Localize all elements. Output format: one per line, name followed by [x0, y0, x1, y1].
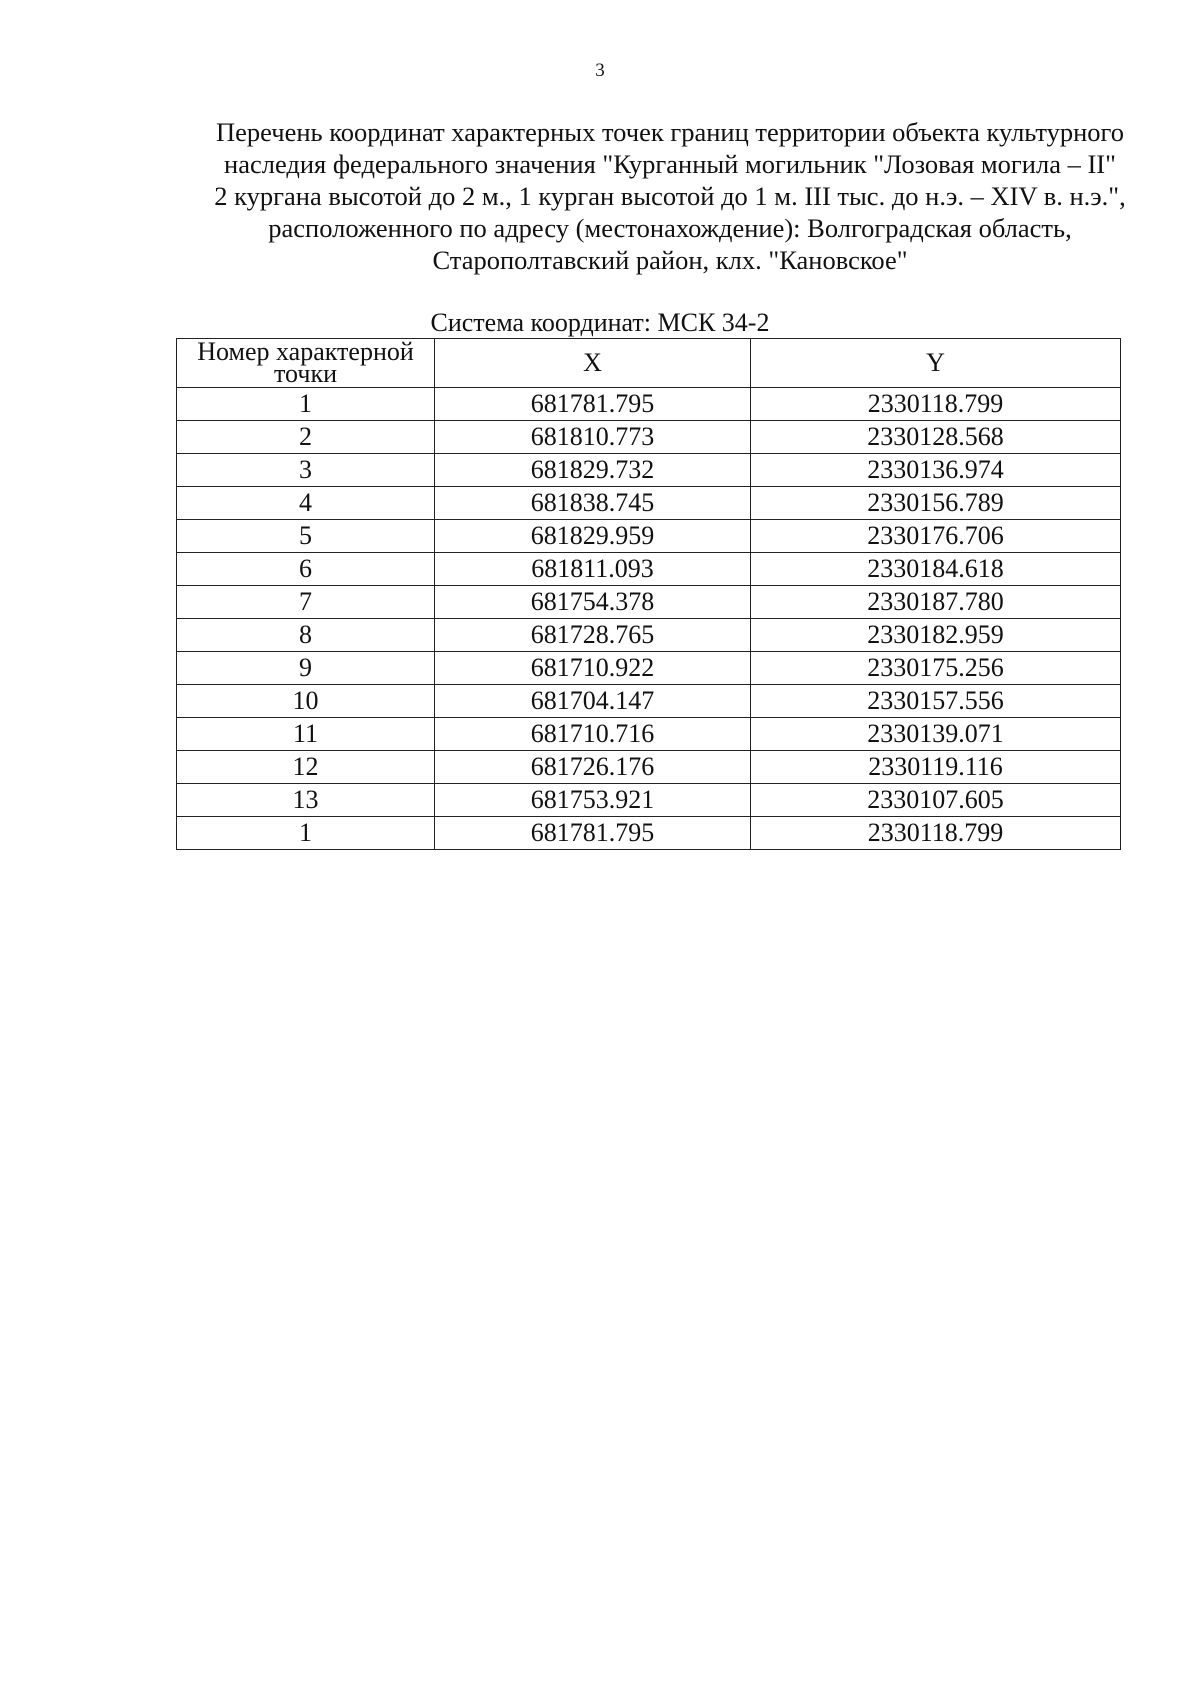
- cell-y: 2330136.974: [751, 454, 1121, 487]
- table-body: [177, 388, 1121, 850]
- cell-point-number: 11: [177, 718, 435, 751]
- header-point-number: Номер характерной точки: [177, 339, 435, 388]
- cell-point-number: 13: [177, 784, 435, 817]
- cell-y: 2330118.799: [751, 388, 1121, 421]
- cell-x: 681710.922: [435, 652, 751, 685]
- cell-x: 681781.795: [435, 817, 751, 850]
- table-row: [177, 685, 1121, 718]
- cell-point-number: 6: [177, 553, 435, 586]
- cell-x: 681829.732: [435, 454, 751, 487]
- table-row: [177, 454, 1121, 487]
- document-heading: [140, 116, 1200, 276]
- cell-x: 681838.745: [435, 487, 751, 520]
- heading-line: наследия федерального значения "Курганный могильник "Лозовая могила – II": [224, 149, 1116, 179]
- cell-x: 681754.378: [435, 586, 751, 619]
- cell-point-number: 10: [177, 685, 435, 718]
- coordinates-table: [176, 338, 1121, 850]
- table-row: [177, 553, 1121, 586]
- table-row: [177, 487, 1121, 520]
- heading-line: расположенного по адресу (местонахождение): Волгоградская область,: [268, 213, 1072, 243]
- table-row: [177, 784, 1121, 817]
- cell-y: 2330156.789: [751, 487, 1121, 520]
- cell-y: 2330175.256: [751, 652, 1121, 685]
- cell-y: 2330139.071: [751, 718, 1121, 751]
- cell-x: 681704.147: [435, 685, 751, 718]
- cell-point-number: 2: [177, 421, 435, 454]
- heading-line: Перечень координат характерных точек границ территории объекта культурного: [216, 117, 1124, 147]
- cell-y: 2330187.780: [751, 586, 1121, 619]
- cell-y: 2330107.605: [751, 784, 1121, 817]
- cell-y: 2330128.568: [751, 421, 1121, 454]
- cell-x: 681810.773: [435, 421, 751, 454]
- page-number: 3: [595, 60, 605, 81]
- cell-y: 2330157.556: [751, 685, 1121, 718]
- table-row: [177, 520, 1121, 553]
- cell-x: 681781.795: [435, 388, 751, 421]
- cell-x: 681811.093: [435, 553, 751, 586]
- coordinate-system-label: Система координат: МСК 34-2: [430, 308, 770, 337]
- cell-point-number: 1: [177, 817, 435, 850]
- header-x: X: [435, 339, 751, 388]
- heading-line: 2 кургана высотой до 2 м., 1 курган высотой до 1 м. III тыс. до н.э. – XIV в. н.э.",: [214, 181, 1126, 211]
- cell-point-number: 4: [177, 487, 435, 520]
- cell-point-number: 1: [177, 388, 435, 421]
- cell-point-number: 8: [177, 619, 435, 652]
- table-row: [177, 652, 1121, 685]
- table-row: [177, 421, 1121, 454]
- cell-x: 681829.959: [435, 520, 751, 553]
- cell-x: 681753.921: [435, 784, 751, 817]
- table-row: [177, 619, 1121, 652]
- cell-y: 2330182.959: [751, 619, 1121, 652]
- cell-x: 681710.716: [435, 718, 751, 751]
- cell-x: 681726.176: [435, 751, 751, 784]
- cell-y: 2330118.799: [751, 817, 1121, 850]
- table-row: [177, 718, 1121, 751]
- cell-y: 2330119.116: [751, 751, 1121, 784]
- cell-point-number: 5: [177, 520, 435, 553]
- cell-y: 2330176.706: [751, 520, 1121, 553]
- header-y: Y: [751, 339, 1121, 388]
- table-header-row: [177, 339, 1121, 388]
- table-row: [177, 817, 1121, 850]
- table-row: [177, 586, 1121, 619]
- heading-line: Старополтавский район, клх. "Кановское": [432, 245, 908, 275]
- cell-point-number: 9: [177, 652, 435, 685]
- cell-x: 681728.765: [435, 619, 751, 652]
- table-row: [177, 751, 1121, 784]
- cell-point-number: 12: [177, 751, 435, 784]
- cell-point-number: 7: [177, 586, 435, 619]
- cell-y: 2330184.618: [751, 553, 1121, 586]
- cell-point-number: 3: [177, 454, 435, 487]
- table-row: [177, 388, 1121, 421]
